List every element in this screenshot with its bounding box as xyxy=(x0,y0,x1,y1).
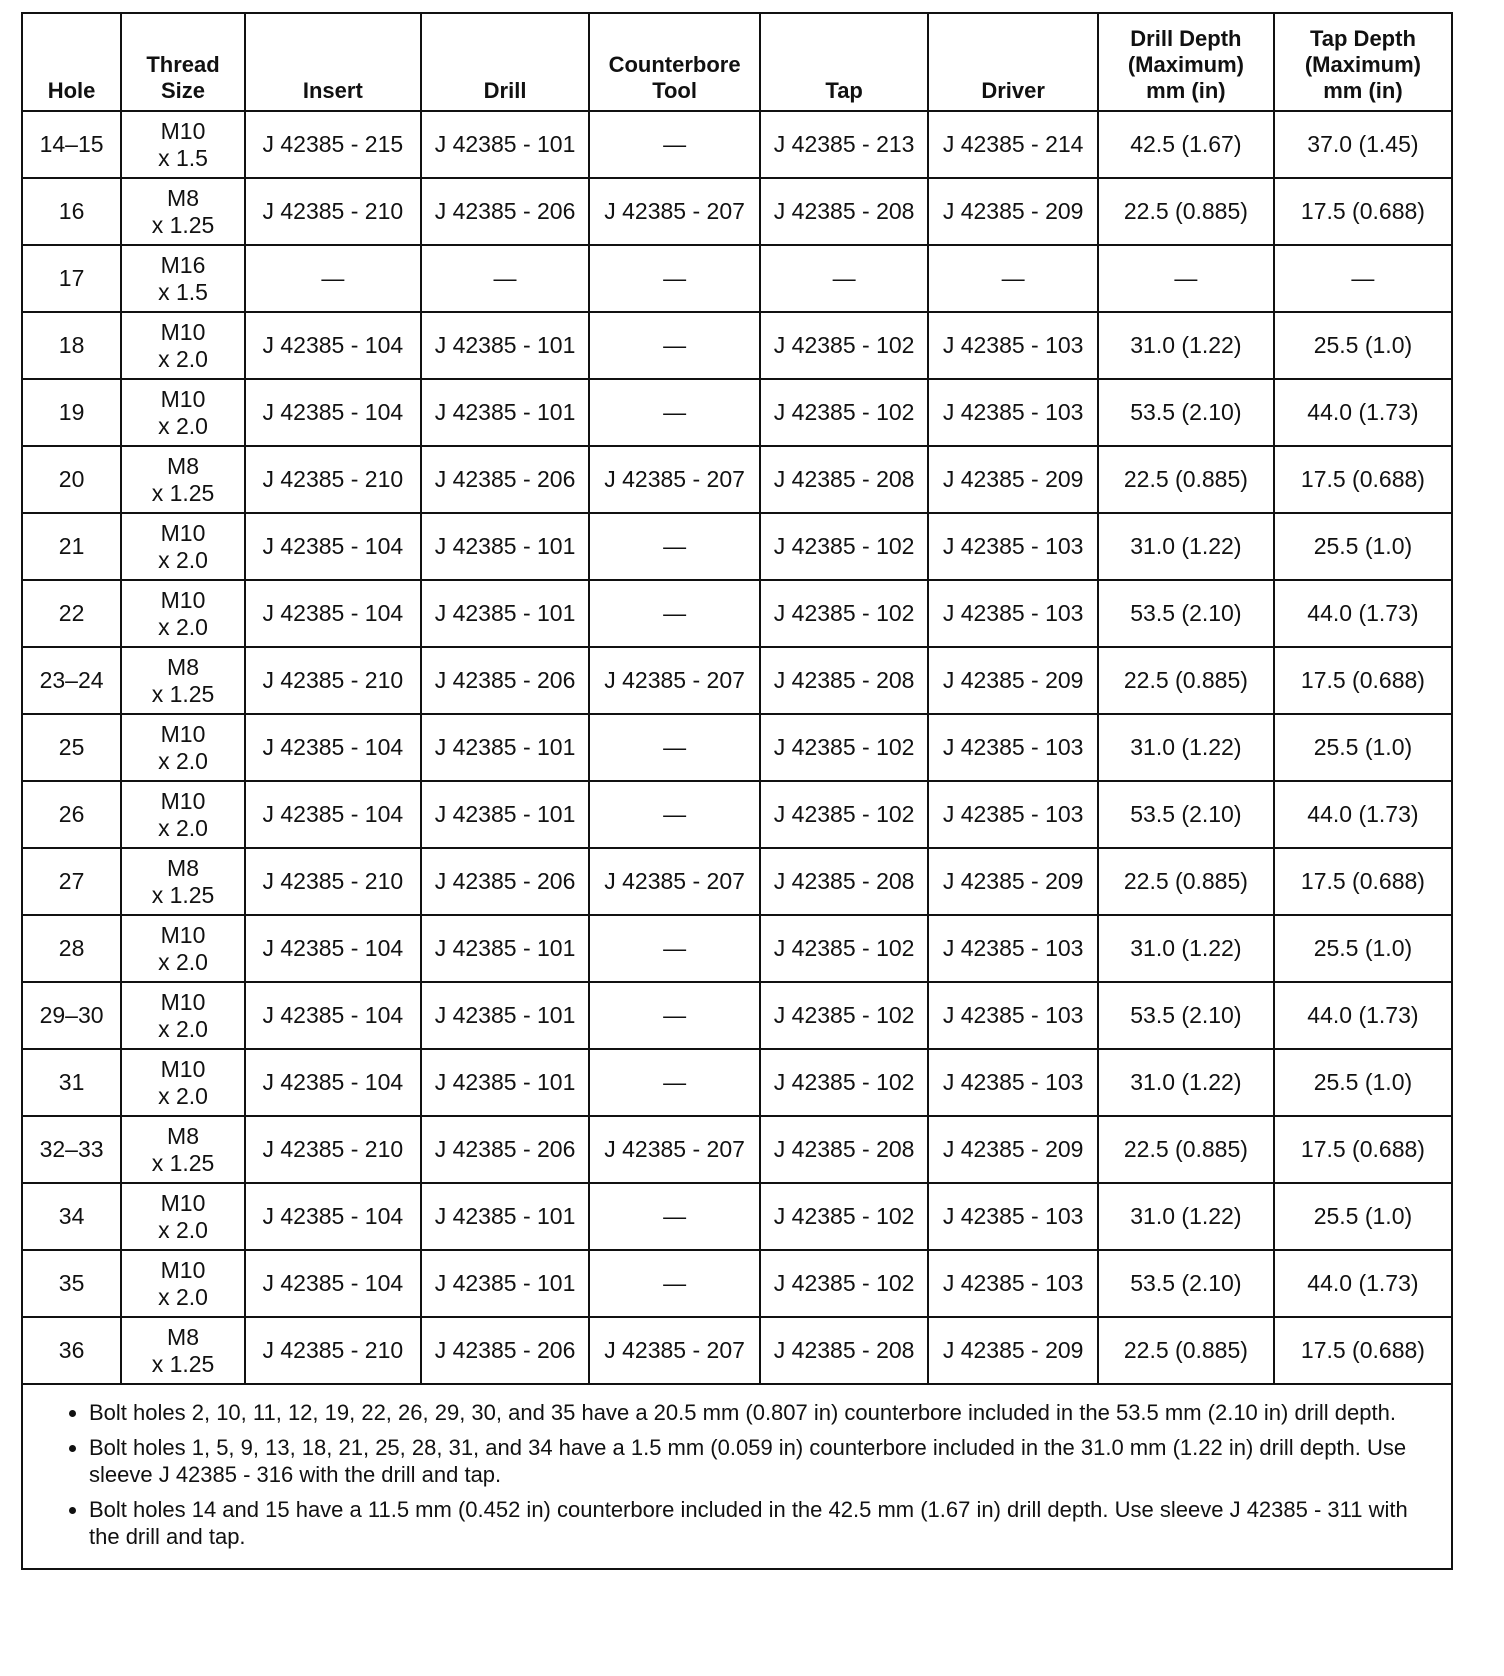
note-item: • Bolt holes 1, 5, 9, 13, 18, 21, 25, 28, 31, and 34 have a 1.5 mm (0.059 in) counterbore included in the 31.0 mm (1.22 in) drill depth. Use sleeve J 42385 - 316 with the drill and tap. xyxy=(89,1434,1439,1488)
cell-thread xyxy=(121,1049,245,1116)
cell-insert: J 42385 - 210 xyxy=(245,1317,421,1384)
thread-size-line: M8 xyxy=(167,1122,199,1149)
cell-tap-depth: 37.0 (1.45) xyxy=(1274,111,1452,178)
column-header-line: Drill Depth xyxy=(1130,26,1242,51)
cell-insert: J 42385 - 104 xyxy=(245,580,421,647)
table-row xyxy=(22,379,1452,446)
cell-thread xyxy=(121,446,245,513)
cell-driver: J 42385 - 103 xyxy=(928,1250,1098,1317)
cell-tap-depth: 44.0 (1.73) xyxy=(1274,379,1452,446)
cell-counterbore: J 42385 - 207 xyxy=(589,178,760,245)
cell-drill-depth: 22.5 (0.885) xyxy=(1098,1317,1274,1384)
cell-tap-depth: 17.5 (0.688) xyxy=(1274,647,1452,714)
column-header-drill xyxy=(421,13,589,111)
column-header-line: Hole xyxy=(47,78,96,103)
notes-list xyxy=(61,1399,1439,1550)
cell-insert: J 42385 - 210 xyxy=(245,1116,421,1183)
cell-counterbore: — xyxy=(589,982,760,1049)
cell-tap-depth: 25.5 (1.0) xyxy=(1274,1183,1452,1250)
tool-specification-table xyxy=(21,12,1453,1385)
cell-drill-depth: 31.0 (1.22) xyxy=(1098,1183,1274,1250)
thread-size-line: x 2.0 xyxy=(158,814,208,841)
cell-drill-depth: 53.5 (2.10) xyxy=(1098,781,1274,848)
column-header-line: Insert xyxy=(302,78,363,103)
column-header-line: Tool xyxy=(652,78,697,103)
cell-counterbore: — xyxy=(589,111,760,178)
cell-counterbore: — xyxy=(589,513,760,580)
cell-insert: J 42385 - 215 xyxy=(245,111,421,178)
cell-tap-depth: 25.5 (1.0) xyxy=(1274,513,1452,580)
cell-insert: J 42385 - 104 xyxy=(245,1250,421,1317)
cell-insert: J 42385 - 104 xyxy=(245,781,421,848)
cell-insert: — xyxy=(245,245,421,312)
cell-hole: 26 xyxy=(22,781,121,848)
column-header-line: mm (in) xyxy=(1146,78,1226,103)
thread-size-line: M10 xyxy=(160,1189,206,1216)
cell-driver: J 42385 - 103 xyxy=(928,781,1098,848)
table-row xyxy=(22,446,1452,513)
cell-insert: J 42385 - 104 xyxy=(245,915,421,982)
cell-driver: J 42385 - 103 xyxy=(928,513,1098,580)
column-header-line: Driver xyxy=(981,78,1045,103)
cell-tap: J 42385 - 102 xyxy=(760,312,928,379)
cell-tap: J 42385 - 102 xyxy=(760,714,928,781)
cell-counterbore: — xyxy=(589,915,760,982)
cell-drill: J 42385 - 101 xyxy=(421,915,589,982)
cell-hole: 32–33 xyxy=(22,1116,121,1183)
cell-counterbore: — xyxy=(589,245,760,312)
cell-drill: J 42385 - 101 xyxy=(421,781,589,848)
thread-size-line: M8 xyxy=(167,854,199,881)
thread-size-line: x 1.25 xyxy=(151,1350,215,1377)
table-row xyxy=(22,111,1452,178)
cell-insert: J 42385 - 104 xyxy=(245,1049,421,1116)
cell-insert: J 42385 - 210 xyxy=(245,647,421,714)
column-header-line: Tap Depth xyxy=(1309,26,1416,51)
column-header-line: (Maximum) xyxy=(1127,52,1244,77)
table-body xyxy=(22,111,1452,1384)
cell-counterbore: — xyxy=(589,580,760,647)
cell-thread xyxy=(121,1317,245,1384)
cell-thread xyxy=(121,245,245,312)
cell-drill: J 42385 - 206 xyxy=(421,446,589,513)
cell-tap: — xyxy=(760,245,928,312)
cell-tap: J 42385 - 213 xyxy=(760,111,928,178)
cell-thread xyxy=(121,111,245,178)
cell-counterbore: J 42385 - 207 xyxy=(589,848,760,915)
cell-driver: J 42385 - 209 xyxy=(928,848,1098,915)
cell-drill: J 42385 - 101 xyxy=(421,982,589,1049)
table-row xyxy=(22,245,1452,312)
cell-driver: J 42385 - 209 xyxy=(928,1116,1098,1183)
cell-hole: 36 xyxy=(22,1317,121,1384)
cell-thread xyxy=(121,1250,245,1317)
cell-tap-depth: 17.5 (0.688) xyxy=(1274,848,1452,915)
cell-insert: J 42385 - 210 xyxy=(245,848,421,915)
thread-size-line: M10 xyxy=(160,988,206,1015)
cell-insert: J 42385 - 104 xyxy=(245,1183,421,1250)
table-row xyxy=(22,1116,1452,1183)
cell-drill-depth: 31.0 (1.22) xyxy=(1098,1049,1274,1116)
cell-drill-depth: 53.5 (2.10) xyxy=(1098,1250,1274,1317)
column-header-line: Thread xyxy=(146,52,220,77)
thread-size-line: x 2.0 xyxy=(158,345,208,372)
cell-thread xyxy=(121,513,245,580)
cell-hole: 19 xyxy=(22,379,121,446)
cell-driver: — xyxy=(928,245,1098,312)
tool-specification-document xyxy=(21,12,1453,1570)
note-item: • Bolt holes 14 and 15 have a 11.5 mm (0.452 in) counterbore included in the 42.5 mm (1.67 in) drill depth. Use sleeve J 42385 - 311 with the drill and tap. xyxy=(89,1496,1439,1550)
cell-drill-depth: 53.5 (2.10) xyxy=(1098,982,1274,1049)
thread-size-line: M16 xyxy=(160,251,206,278)
column-header-hole xyxy=(22,13,121,111)
cell-counterbore: — xyxy=(589,781,760,848)
cell-hole: 14–15 xyxy=(22,111,121,178)
column-header-line: Drill xyxy=(483,78,527,103)
table-row xyxy=(22,781,1452,848)
column-header-counterbore-tool xyxy=(589,13,760,111)
cell-drill: J 42385 - 101 xyxy=(421,1250,589,1317)
cell-drill-depth: — xyxy=(1098,245,1274,312)
cell-counterbore: — xyxy=(589,714,760,781)
column-header-line: Size xyxy=(161,78,206,103)
thread-size-line: x 1.5 xyxy=(158,278,208,305)
table-row xyxy=(22,580,1452,647)
note-item: • Bolt holes 2, 10, 11, 12, 19, 22, 26, 29, 30, and 35 have a 20.5 mm (0.807 in) counterbore included in the 53.5 mm (2.10 in) drill depth. xyxy=(89,1399,1439,1426)
cell-drill-depth: 53.5 (2.10) xyxy=(1098,379,1274,446)
cell-drill-depth: 31.0 (1.22) xyxy=(1098,513,1274,580)
cell-driver: J 42385 - 214 xyxy=(928,111,1098,178)
cell-thread xyxy=(121,312,245,379)
cell-drill-depth: 22.5 (0.885) xyxy=(1098,1116,1274,1183)
table-row xyxy=(22,982,1452,1049)
cell-insert: J 42385 - 104 xyxy=(245,312,421,379)
cell-tap-depth: 17.5 (0.688) xyxy=(1274,178,1452,245)
table-row xyxy=(22,848,1452,915)
thread-size-line: M10 xyxy=(160,586,206,613)
cell-drill: J 42385 - 101 xyxy=(421,1183,589,1250)
cell-tap: J 42385 - 102 xyxy=(760,915,928,982)
cell-drill-depth: 22.5 (0.885) xyxy=(1098,446,1274,513)
thread-size-line: x 2.0 xyxy=(158,1015,208,1042)
thread-size-line: x 2.0 xyxy=(158,1216,208,1243)
cell-tap: J 42385 - 208 xyxy=(760,647,928,714)
cell-tap: J 42385 - 102 xyxy=(760,781,928,848)
cell-hole: 18 xyxy=(22,312,121,379)
cell-counterbore: — xyxy=(589,379,760,446)
cell-insert: J 42385 - 210 xyxy=(245,178,421,245)
cell-counterbore: — xyxy=(589,312,760,379)
cell-hole: 35 xyxy=(22,1250,121,1317)
cell-drill: J 42385 - 101 xyxy=(421,1049,589,1116)
thread-size-line: M10 xyxy=(160,720,206,747)
cell-tap: J 42385 - 208 xyxy=(760,178,928,245)
cell-insert: J 42385 - 104 xyxy=(245,379,421,446)
column-header-line: (Maximum) xyxy=(1304,52,1421,77)
thread-size-line: x 2.0 xyxy=(158,613,208,640)
cell-tap-depth: 17.5 (0.688) xyxy=(1274,1317,1452,1384)
cell-hole: 21 xyxy=(22,513,121,580)
cell-drill-depth: 31.0 (1.22) xyxy=(1098,312,1274,379)
cell-hole: 25 xyxy=(22,714,121,781)
cell-tap: J 42385 - 102 xyxy=(760,982,928,1049)
thread-size-line: M10 xyxy=(160,117,206,144)
table-row xyxy=(22,647,1452,714)
cell-driver: J 42385 - 103 xyxy=(928,714,1098,781)
column-header-tap-depth xyxy=(1274,13,1452,111)
thread-size-line: x 1.25 xyxy=(151,479,215,506)
cell-drill-depth: 31.0 (1.22) xyxy=(1098,714,1274,781)
cell-driver: J 42385 - 209 xyxy=(928,446,1098,513)
table-row xyxy=(22,915,1452,982)
thread-size-line: x 2.0 xyxy=(158,1283,208,1310)
cell-drill: — xyxy=(421,245,589,312)
column-header-line: mm (in) xyxy=(1323,78,1403,103)
cell-counterbore: — xyxy=(589,1250,760,1317)
cell-counterbore: J 42385 - 207 xyxy=(589,647,760,714)
cell-tap: J 42385 - 102 xyxy=(760,1049,928,1116)
cell-driver: J 42385 - 103 xyxy=(928,915,1098,982)
thread-size-line: x 2.0 xyxy=(158,948,208,975)
thread-size-line: x 1.25 xyxy=(151,211,215,238)
cell-tap: J 42385 - 208 xyxy=(760,848,928,915)
cell-tap-depth: 25.5 (1.0) xyxy=(1274,312,1452,379)
thread-size-line: x 2.0 xyxy=(158,546,208,573)
cell-drill-depth: 42.5 (1.67) xyxy=(1098,111,1274,178)
cell-tap-depth: 25.5 (1.0) xyxy=(1274,714,1452,781)
cell-hole: 31 xyxy=(22,1049,121,1116)
column-header-line: Tap xyxy=(825,78,863,103)
column-header-driver xyxy=(928,13,1098,111)
cell-driver: J 42385 - 103 xyxy=(928,379,1098,446)
cell-drill-depth: 22.5 (0.885) xyxy=(1098,647,1274,714)
cell-driver: J 42385 - 209 xyxy=(928,647,1098,714)
cell-hole: 22 xyxy=(22,580,121,647)
column-header-drill-depth xyxy=(1098,13,1274,111)
cell-drill: J 42385 - 206 xyxy=(421,647,589,714)
cell-drill: J 42385 - 101 xyxy=(421,312,589,379)
thread-size-line: x 2.0 xyxy=(158,412,208,439)
cell-insert: J 42385 - 104 xyxy=(245,714,421,781)
cell-drill: J 42385 - 101 xyxy=(421,111,589,178)
cell-hole: 27 xyxy=(22,848,121,915)
cell-hole: 16 xyxy=(22,178,121,245)
cell-hole: 28 xyxy=(22,915,121,982)
cell-driver: J 42385 - 103 xyxy=(928,1049,1098,1116)
thread-size-line: x 1.25 xyxy=(151,1149,215,1176)
cell-tap: J 42385 - 208 xyxy=(760,1116,928,1183)
column-header-line: Counterbore xyxy=(608,52,741,77)
cell-insert: J 42385 - 104 xyxy=(245,513,421,580)
cell-hole: 20 xyxy=(22,446,121,513)
cell-driver: J 42385 - 209 xyxy=(928,178,1098,245)
thread-size-line: M8 xyxy=(167,653,199,680)
cell-drill: J 42385 - 206 xyxy=(421,848,589,915)
cell-driver: J 42385 - 103 xyxy=(928,982,1098,1049)
cell-driver: J 42385 - 103 xyxy=(928,580,1098,647)
cell-insert: J 42385 - 104 xyxy=(245,982,421,1049)
cell-tap-depth: 44.0 (1.73) xyxy=(1274,1250,1452,1317)
cell-drill: J 42385 - 206 xyxy=(421,1317,589,1384)
cell-driver: J 42385 - 209 xyxy=(928,1317,1098,1384)
thread-size-line: M10 xyxy=(160,921,206,948)
cell-driver: J 42385 - 103 xyxy=(928,312,1098,379)
thread-size-line: M10 xyxy=(160,318,206,345)
table-row xyxy=(22,178,1452,245)
cell-tap-depth: 17.5 (0.688) xyxy=(1274,1116,1452,1183)
cell-driver: J 42385 - 103 xyxy=(928,1183,1098,1250)
cell-counterbore: J 42385 - 207 xyxy=(589,1116,760,1183)
column-header-tap xyxy=(760,13,928,111)
cell-thread xyxy=(121,781,245,848)
thread-size-line: M10 xyxy=(160,1055,206,1082)
thread-size-line: x 1.25 xyxy=(151,881,215,908)
cell-tap: J 42385 - 208 xyxy=(760,1317,928,1384)
cell-thread xyxy=(121,178,245,245)
cell-tap: J 42385 - 102 xyxy=(760,580,928,647)
cell-thread xyxy=(121,1116,245,1183)
cell-counterbore: J 42385 - 207 xyxy=(589,1317,760,1384)
header-row xyxy=(22,13,1452,111)
cell-insert: J 42385 - 210 xyxy=(245,446,421,513)
cell-hole: 29–30 xyxy=(22,982,121,1049)
cell-drill: J 42385 - 101 xyxy=(421,379,589,446)
thread-size-line: x 2.0 xyxy=(158,747,208,774)
cell-thread xyxy=(121,714,245,781)
cell-thread xyxy=(121,379,245,446)
cell-tap-depth: 44.0 (1.73) xyxy=(1274,982,1452,1049)
cell-tap: J 42385 - 102 xyxy=(760,1183,928,1250)
cell-thread xyxy=(121,915,245,982)
thread-size-line: M8 xyxy=(167,452,199,479)
table-row xyxy=(22,1049,1452,1116)
thread-size-line: x 1.5 xyxy=(158,144,208,171)
cell-hole: 17 xyxy=(22,245,121,312)
cell-counterbore: — xyxy=(589,1049,760,1116)
cell-counterbore: J 42385 - 207 xyxy=(589,446,760,513)
table-row xyxy=(22,1183,1452,1250)
thread-size-line: M10 xyxy=(160,787,206,814)
cell-counterbore: — xyxy=(589,1183,760,1250)
table-row xyxy=(22,1317,1452,1384)
cell-tap-depth: 44.0 (1.73) xyxy=(1274,580,1452,647)
cell-drill-depth: 53.5 (2.10) xyxy=(1098,580,1274,647)
cell-thread xyxy=(121,1183,245,1250)
column-header-thread-size xyxy=(121,13,245,111)
table-row xyxy=(22,714,1452,781)
cell-tap: J 42385 - 102 xyxy=(760,1250,928,1317)
cell-tap-depth: 44.0 (1.73) xyxy=(1274,781,1452,848)
cell-thread xyxy=(121,848,245,915)
cell-hole: 23–24 xyxy=(22,647,121,714)
cell-tap: J 42385 - 102 xyxy=(760,379,928,446)
cell-drill-depth: 22.5 (0.885) xyxy=(1098,848,1274,915)
cell-thread xyxy=(121,647,245,714)
cell-drill: J 42385 - 101 xyxy=(421,580,589,647)
table-row xyxy=(22,513,1452,580)
cell-drill-depth: 22.5 (0.885) xyxy=(1098,178,1274,245)
thread-size-line: M8 xyxy=(167,184,199,211)
cell-drill: J 42385 - 101 xyxy=(421,513,589,580)
cell-tap-depth: 25.5 (1.0) xyxy=(1274,1049,1452,1116)
cell-tap-depth: 25.5 (1.0) xyxy=(1274,915,1452,982)
thread-size-line: M10 xyxy=(160,519,206,546)
cell-hole: 34 xyxy=(22,1183,121,1250)
thread-size-line: M10 xyxy=(160,385,206,412)
cell-thread xyxy=(121,580,245,647)
cell-drill: J 42385 - 206 xyxy=(421,178,589,245)
cell-tap: J 42385 - 208 xyxy=(760,446,928,513)
cell-tap-depth: 17.5 (0.688) xyxy=(1274,446,1452,513)
table-row xyxy=(22,312,1452,379)
thread-size-line: x 1.25 xyxy=(151,680,215,707)
cell-tap-depth: — xyxy=(1274,245,1452,312)
cell-drill-depth: 31.0 (1.22) xyxy=(1098,915,1274,982)
thread-size-line: x 2.0 xyxy=(158,1082,208,1109)
cell-thread xyxy=(121,982,245,1049)
table-row xyxy=(22,1250,1452,1317)
thread-size-line: M10 xyxy=(160,1256,206,1283)
cell-drill: J 42385 - 101 xyxy=(421,714,589,781)
column-header-insert xyxy=(245,13,421,111)
thread-size-line: M8 xyxy=(167,1323,199,1350)
notes-section xyxy=(21,1385,1453,1570)
cell-tap: J 42385 - 102 xyxy=(760,513,928,580)
cell-drill: J 42385 - 206 xyxy=(421,1116,589,1183)
